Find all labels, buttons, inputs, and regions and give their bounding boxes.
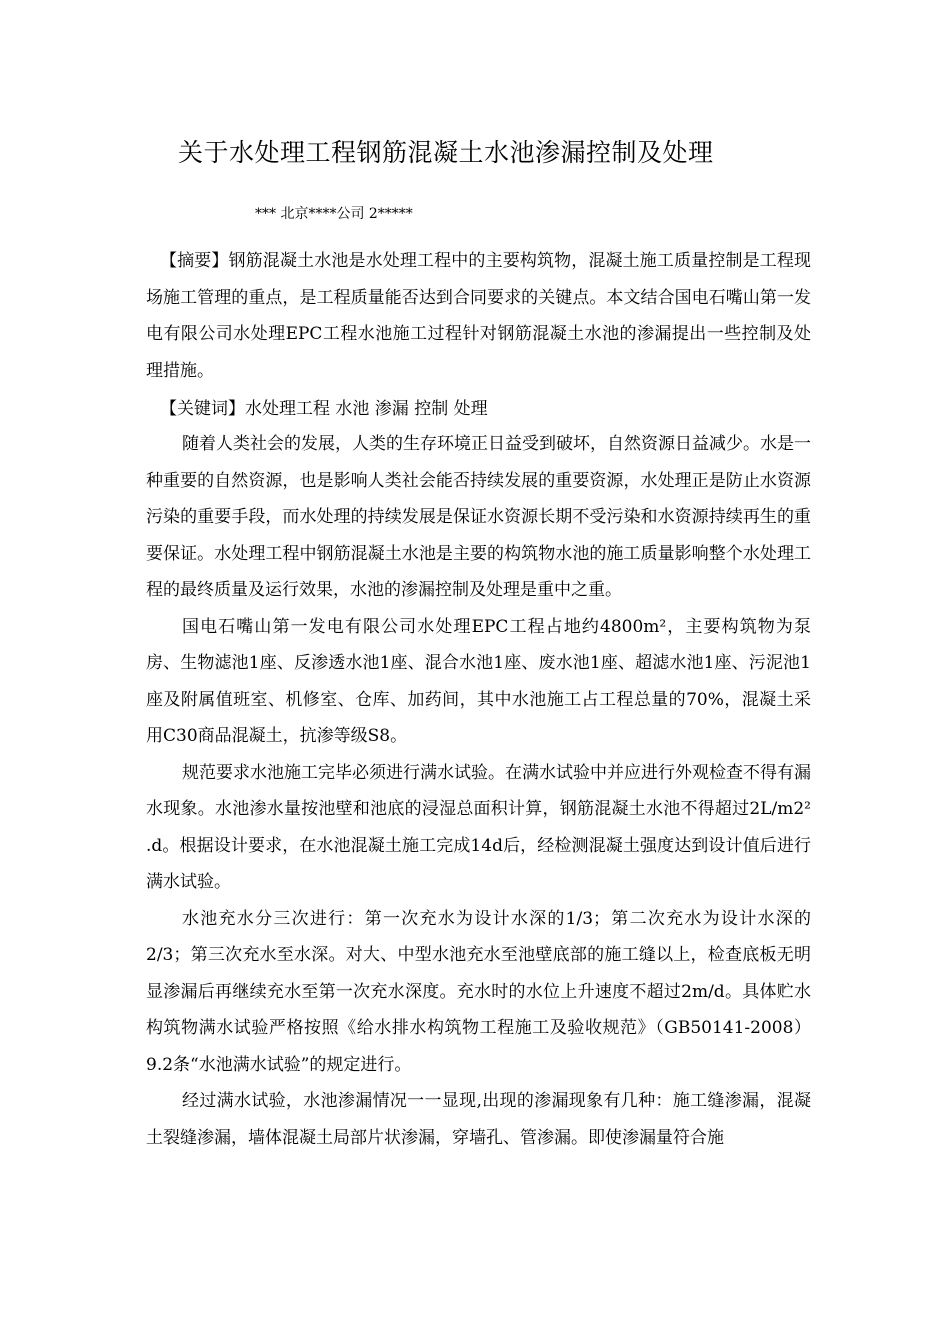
paragraph: 规范要求水池施工完毕必须进行满水试验。在满水试验中并应进行外观检查不得有漏水现象。水池渗水量按池壁和池底的浸湿总面积计算，钢筋混凝土水池不得超过2L/m2² .d。根据设计要求，在水池混凝土施工完成14d后，经检测混凝土强度达到设计值后进行满水试验。	[146, 762, 811, 892]
keywords: 【关键词】水处理工程 水池 渗漏 控制 处理	[160, 399, 488, 419]
paragraph: 经过满水试验，水池渗漏情况一一显现,出现的渗漏现象有几种：施工缝渗漏，混凝土裂缝渗漏，墙体混凝土局部片状渗漏，穿墙孔、管渗漏。即使渗漏量符合施	[146, 1091, 811, 1148]
abstract-text: 【摘要】钢筋混凝土水池是水处理工程中的主要构筑物，混凝土施工质量控制是工程现场施工管理的重点，是工程质量能否达到合同要求的关键点。本文结合国电石嘴山第一发电有限公司水处理EPC工程水池施工过程针对钢筋混凝土水池的渗漏提出一些控制及处理措施。	[146, 251, 811, 381]
paragraph: 水池充水分三次进行：第一次充水为设计水深的1/3；第二次充水为设计水深的2/3；第三次充水至水深。对大、中型水池充水至池壁底部的施工缝以上，检查底板无明显渗漏后再继续充水至第一次充水深度。充水时的水位上升速度不超过2m/d。具体贮水构筑物满水试验严格按照《给水排水构筑物工程施工及验收规范》（GB50141-2008）9.2条“水池满水试验”的规定进行。	[146, 908, 811, 1075]
author-line: *** 北京****公司 2*****	[255, 206, 413, 222]
paragraph: 随着人类社会的发展，人类的生存环境正日益受到破坏，自然资源日益减少。水是一种重要的自然资源，也是影响人类社会能否持续发展的重要资源，水处理正是防止水资源污染的重要手段，而水处理的持续发展是保证水资源长期不受污染和水资源持续再生的重要保证。水处理工程中钢筋混凝土水池是主要的构筑物水池的施工质量影响整个水处理工程的最终质量及运行效果，水池的渗漏控制及处理是重中之重。	[146, 434, 811, 600]
paragraph: 国电石嘴山第一发电有限公司水处理EPC工程占地约4800m²，主要构筑物为泵房、生物滤池1座、反渗透水池1座、混合水池1座、废水池1座、超滤水池1座、污泥池1座及附属值班室、机修室、仓库、加药间，其中水池施工占工程总量的70%，混凝土采用C30商品混凝土，抗渗等级S8。	[146, 616, 811, 746]
document-title: 关于水处理工程钢筋混凝土水池渗漏控制及处理	[178, 138, 714, 167]
main-text	[146, 426, 811, 1156]
abstract	[146, 243, 811, 389]
